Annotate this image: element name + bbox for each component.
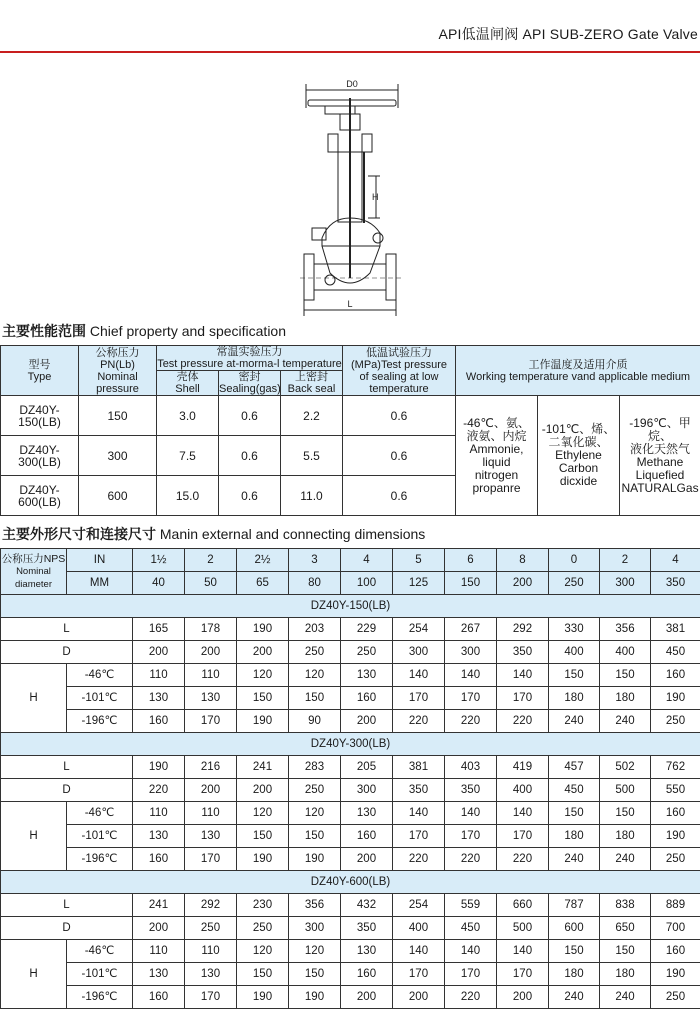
cell-d: 250 [341,641,393,664]
cell-d: 200 [185,641,237,664]
mm-label: MM [67,572,133,595]
table-row-h [1,802,700,825]
cell-h: 120 [289,802,341,825]
cell-h: 220 [393,710,445,733]
cell-h: 190 [651,687,700,710]
cell-l: 356 [600,618,651,641]
cell-h: 120 [237,802,289,825]
spec-title-cn: 主要性能范围 [2,323,86,339]
cell-low-temp: 0.6 [343,396,456,436]
cell-h: 190 [289,848,341,871]
cell-d: 600 [549,917,600,940]
cell-d: 250 [237,917,289,940]
in-value: 1½ [133,549,185,572]
cell-h: 140 [445,940,497,963]
cell-d: 350 [393,779,445,802]
cell-h: 150 [237,825,289,848]
cell-h: 240 [549,848,600,871]
medium-minus-46: -46℃、氨、 液氨、内烷 Ammonie, liquid nitrogen propanre [456,396,538,516]
cell-h: 160 [341,687,393,710]
temp-label: -101℃ [67,687,133,710]
temp-label: -196℃ [67,710,133,733]
cell-d: 550 [651,779,700,802]
mm-row [1,572,700,595]
dims-section-title [2,524,425,544]
cell-d: 350 [341,917,393,940]
cell-h: 110 [185,940,237,963]
cell-h: 130 [341,802,393,825]
header-type: 型号 Type [1,346,79,396]
cell-l: 203 [289,618,341,641]
cell-h: 160 [133,710,185,733]
cell-h: 240 [600,848,651,871]
row-label-d: D [1,779,133,802]
cell-d: 700 [651,917,700,940]
header-test-pressure: 常温实验压力 Test pressure at-morma-l temperature [157,346,343,371]
cell-l: 178 [185,618,237,641]
temp-label: -46℃ [67,664,133,687]
cell-h: 170 [497,687,549,710]
cell-h: 140 [497,802,549,825]
cell-h: 180 [549,825,600,848]
spec-title-en: Chief property and specification [90,323,286,339]
cell-l: 165 [133,618,185,641]
dimension-h [368,176,380,218]
cell-h: 150 [600,664,651,687]
cell-h: 220 [445,986,497,1009]
cell-h: 160 [651,940,700,963]
cell-h: 130 [185,825,237,848]
cell-h: 140 [497,940,549,963]
spec-row [1,396,700,436]
cell-l: 838 [600,894,651,917]
cell-nominal: 150 [79,396,157,436]
cell-shell: 15.0 [157,476,219,516]
cell-d: 300 [289,917,341,940]
cell-h: 130 [341,940,393,963]
cell-l: 889 [651,894,700,917]
cell-d: 350 [497,641,549,664]
dimension-l [304,299,396,316]
cell-low-temp: 0.6 [343,436,456,476]
cell-l: 356 [289,894,341,917]
in-value: 2½ [237,549,289,572]
cell-l: 559 [445,894,497,917]
cell-h: 170 [185,848,237,871]
cell-d: 350 [445,779,497,802]
mm-value: 50 [185,572,237,595]
mm-value: 300 [600,572,651,595]
cell-sealing: 0.6 [219,396,281,436]
cell-h: 170 [393,687,445,710]
cell-back-seal: 2.2 [281,396,343,436]
cell-h: 130 [341,664,393,687]
cell-h: 160 [651,802,700,825]
cell-l: 230 [237,894,289,917]
cell-h: 150 [237,687,289,710]
row-label-d: D [1,917,133,940]
temp-label: -196℃ [67,986,133,1009]
cell-h: 150 [289,825,341,848]
cell-h: 150 [237,963,289,986]
cell-h: 160 [341,825,393,848]
cell-h: 170 [445,963,497,986]
cell-h: 90 [289,710,341,733]
table-row-h [1,963,700,986]
label-h: H [372,192,379,202]
cell-l: 381 [651,618,700,641]
header-low-temp-pressure: 低温试验压力 (MPa)Test pressure of sealing at low temperature [343,346,456,396]
table-row-l [1,894,700,917]
cell-h: 190 [237,986,289,1009]
temp-label: -101℃ [67,825,133,848]
table-row-l [1,618,700,641]
cell-d: 300 [341,779,393,802]
cell-h: 190 [651,963,700,986]
cell-sealing: 0.6 [219,476,281,516]
cell-h: 220 [497,848,549,871]
table-row-h [1,986,700,1009]
cell-l: 381 [393,756,445,779]
cell-h: 110 [133,802,185,825]
cell-h: 170 [185,710,237,733]
mm-value: 150 [445,572,497,595]
cell-h: 150 [549,940,600,963]
in-row [1,549,700,572]
cell-l: 292 [185,894,237,917]
cell-h: 140 [393,664,445,687]
cell-back-seal: 11.0 [281,476,343,516]
cell-nominal: 300 [79,436,157,476]
cell-h: 140 [445,664,497,687]
cell-d: 300 [445,641,497,664]
cell-h: 190 [651,825,700,848]
cell-h: 160 [651,664,700,687]
cell-h: 140 [393,802,445,825]
row-label-h: H [1,802,67,871]
gate-valve-drawing [300,78,410,318]
cell-h: 170 [445,687,497,710]
mm-value: 250 [549,572,600,595]
mm-value: 80 [289,572,341,595]
in-value: 4 [651,549,700,572]
cell-d: 400 [549,641,600,664]
cell-h: 130 [133,963,185,986]
spec-table [0,345,700,516]
cell-h: 200 [393,986,445,1009]
cell-type: DZ40Y-300(LB) [1,436,79,476]
cell-type: DZ40Y-600(LB) [1,476,79,516]
mm-value: 40 [133,572,185,595]
cell-h: 110 [185,802,237,825]
spec-section-title [2,321,286,341]
header-back-seal: 上密封 Back seal [281,371,343,396]
cell-l: 241 [237,756,289,779]
cell-h: 110 [133,940,185,963]
cell-l: 267 [445,618,497,641]
mm-value: 125 [393,572,445,595]
cell-h: 180 [600,825,651,848]
cell-h: 220 [445,710,497,733]
cell-h: 130 [185,687,237,710]
header-sealing: 密封 Sealing(gas) [219,371,281,396]
table-row-h [1,664,700,687]
in-value: 4 [341,549,393,572]
cell-h: 170 [393,825,445,848]
header-nominal-diameter: 公称压力NPS Nominal diameter [1,549,67,595]
table-row-h [1,710,700,733]
cell-d: 400 [393,917,445,940]
cell-h: 150 [600,802,651,825]
table-row-h [1,687,700,710]
in-value: 5 [393,549,445,572]
table-row-l [1,756,700,779]
cell-h: 120 [289,940,341,963]
dimensions-table [0,548,700,1009]
header-shell: 壳体 Shell [157,371,219,396]
cell-l: 787 [549,894,600,917]
in-value: 8 [497,549,549,572]
table-row-h [1,848,700,871]
group-name: DZ40Y-300(LB) [1,733,700,756]
table-row-d [1,779,700,802]
temp-label: -101℃ [67,963,133,986]
row-label-d: D [1,641,133,664]
cell-l: 292 [497,618,549,641]
cell-h: 140 [393,940,445,963]
cell-d: 200 [237,779,289,802]
dims-title-cn: 主要外形尺寸和连接尺寸 [2,526,156,542]
cell-back-seal: 5.5 [281,436,343,476]
cell-h: 150 [289,687,341,710]
cell-h: 170 [497,963,549,986]
group-header-row [1,595,700,618]
cell-h: 200 [341,986,393,1009]
cell-nominal: 600 [79,476,157,516]
cell-h: 190 [289,986,341,1009]
label-l: L [347,299,352,309]
cell-h: 110 [133,664,185,687]
cell-h: 140 [445,802,497,825]
cell-sealing: 0.6 [219,436,281,476]
table-row-h [1,825,700,848]
label-d0: D0 [346,79,358,89]
cell-h: 250 [651,710,700,733]
cell-d: 300 [393,641,445,664]
temp-label: -46℃ [67,940,133,963]
temp-label: -196℃ [67,848,133,871]
in-label: IN [67,549,133,572]
cell-h: 220 [445,848,497,871]
mm-value: 350 [651,572,700,595]
cell-h: 160 [341,963,393,986]
cell-h: 250 [651,986,700,1009]
cell-h: 170 [497,825,549,848]
cell-d: 450 [651,641,700,664]
cell-l: 660 [497,894,549,917]
cell-h: 240 [600,986,651,1009]
group-name: DZ40Y-150(LB) [1,595,700,618]
cell-l: 403 [445,756,497,779]
row-label-l: L [1,756,133,779]
row-label-l: L [1,894,133,917]
cell-l: 254 [393,618,445,641]
cell-type: DZ40Y-150(LB) [1,396,79,436]
row-label-l: L [1,618,133,641]
row-label-h: H [1,940,67,1009]
medium-minus-101: -101℃、烯、 二氧化碳、 Ethylene Carbon dicxide [538,396,620,516]
cell-d: 650 [600,917,651,940]
cell-d: 250 [185,917,237,940]
cell-l: 762 [651,756,700,779]
cell-d: 200 [185,779,237,802]
cell-low-temp: 0.6 [343,476,456,516]
page-header-title: API低温闸阀 API SUB-ZERO Gate Valve [438,24,698,44]
row-label-h: H [1,664,67,733]
temp-label: -46℃ [67,802,133,825]
medium-minus-196: -196℃、甲烷、 液化天然气 Methane Liquefied NATURALGas [620,396,700,516]
cell-h: 110 [185,664,237,687]
cell-h: 130 [185,963,237,986]
cell-shell: 7.5 [157,436,219,476]
cell-h: 180 [549,687,600,710]
cell-l: 205 [341,756,393,779]
cell-l: 190 [133,756,185,779]
cell-h: 190 [237,710,289,733]
table-row-h [1,940,700,963]
in-value: 6 [445,549,497,572]
cell-l: 330 [549,618,600,641]
cell-h: 140 [497,664,549,687]
cell-h: 220 [393,848,445,871]
header-divider [0,51,700,53]
cell-l: 457 [549,756,600,779]
cell-h: 160 [133,986,185,1009]
table-row-d [1,641,700,664]
cell-h: 150 [549,664,600,687]
cell-h: 150 [549,802,600,825]
cell-h: 250 [651,848,700,871]
cell-h: 240 [549,986,600,1009]
cell-l: 190 [237,618,289,641]
dims-title-en: Manin external and connecting dimensions [160,526,425,542]
cell-h: 120 [289,664,341,687]
cell-h: 130 [133,687,185,710]
cell-l: 216 [185,756,237,779]
cell-l: 432 [341,894,393,917]
cell-d: 500 [600,779,651,802]
mm-value: 65 [237,572,289,595]
cell-d: 400 [497,779,549,802]
cell-h: 220 [497,710,549,733]
cell-h: 160 [133,848,185,871]
dimension-d0 [306,79,398,108]
cell-l: 502 [600,756,651,779]
cell-h: 240 [549,710,600,733]
cell-h: 200 [341,710,393,733]
in-value: 3 [289,549,341,572]
cell-h: 240 [600,710,651,733]
table-row-d [1,917,700,940]
cell-l: 419 [497,756,549,779]
group-header-row [1,733,700,756]
cell-h: 150 [600,940,651,963]
cell-d: 400 [600,641,651,664]
cell-h: 120 [237,664,289,687]
group-name: DZ40Y-600(LB) [1,871,700,894]
cell-d: 200 [133,917,185,940]
cell-d: 200 [133,641,185,664]
mm-value: 200 [497,572,549,595]
in-value: 0 [549,549,600,572]
cell-l: 283 [289,756,341,779]
cell-l: 254 [393,894,445,917]
cell-h: 170 [393,963,445,986]
cell-shell: 3.0 [157,396,219,436]
header-working-temperature: 工作温度及适用介质 Working temperature vand applicable medium [456,346,700,396]
cell-d: 500 [497,917,549,940]
cell-l: 241 [133,894,185,917]
cell-h: 200 [497,986,549,1009]
cell-d: 220 [133,779,185,802]
cell-h: 120 [237,940,289,963]
cell-d: 450 [445,917,497,940]
cell-h: 190 [237,848,289,871]
cell-h: 150 [289,963,341,986]
cell-d: 200 [237,641,289,664]
cell-h: 200 [341,848,393,871]
cell-h: 170 [445,825,497,848]
header-nominal-pressure: 公称压力PN(Lb) Nominal pressure [79,346,157,396]
cell-d: 250 [289,779,341,802]
cell-d: 450 [549,779,600,802]
cell-h: 180 [549,963,600,986]
cell-h: 130 [133,825,185,848]
cell-h: 180 [600,963,651,986]
in-value: 2 [600,549,651,572]
cell-h: 170 [185,986,237,1009]
in-value: 2 [185,549,237,572]
cell-d: 250 [289,641,341,664]
mm-value: 100 [341,572,393,595]
group-header-row [1,871,700,894]
cell-h: 180 [600,687,651,710]
cell-l: 229 [341,618,393,641]
